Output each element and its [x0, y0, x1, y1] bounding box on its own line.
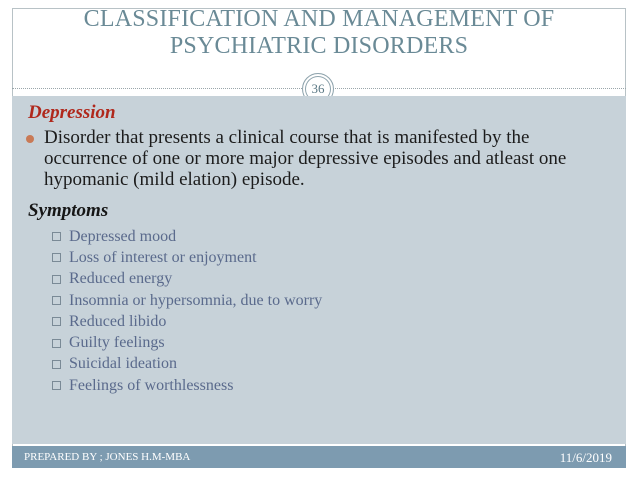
square-bullet-icon [52, 275, 61, 284]
symptom-item [52, 354, 322, 375]
square-bullet-icon [52, 360, 61, 369]
symptom-item [52, 311, 322, 332]
square-bullet-icon [52, 253, 61, 262]
square-bullet-icon [52, 296, 61, 305]
slide-title-line-1: CLASSIFICATION AND MANAGEMENT OF [83, 6, 555, 32]
main-bullet [26, 127, 616, 190]
symptom-item [52, 290, 322, 311]
depression-heading: Depression [28, 102, 116, 123]
footer-author: PREPARED BY ; JONES H.M-MBA [24, 451, 191, 463]
main-bullet-text: Disorder that presents a clinical course that is manifested by the occurrence of one or more major depressive episodes and atleast one hypomanic (mild elation) episode. [44, 127, 567, 190]
symptom-text: Loss of interest or enjoyment [69, 248, 257, 266]
symptom-text: Feelings of worthlessness [69, 376, 234, 394]
square-bullet-icon [52, 381, 61, 390]
content-panel [12, 96, 626, 444]
symptom-text: Reduced libido [69, 312, 167, 330]
symptom-item [52, 247, 322, 268]
symptom-text: Insomnia or hypersomnia, due to worry [69, 291, 323, 309]
slide-title-line-2: PSYCHIATRIC DISORDERS [169, 33, 469, 59]
symptom-text: Reduced energy [69, 270, 173, 288]
page-number-badge: 36 [302, 73, 334, 105]
symptom-item [52, 226, 322, 247]
slide-title [12, 6, 626, 60]
symptom-item [52, 269, 322, 290]
symptoms-heading: Symptoms [28, 200, 109, 221]
square-bullet-icon [52, 232, 61, 241]
symptom-item [52, 375, 322, 396]
symptom-text: Depressed mood [69, 227, 177, 245]
symptom-text: Guilty feelings [69, 334, 165, 352]
footer-bar [12, 446, 626, 468]
square-bullet-icon [52, 317, 61, 326]
symptom-text: Suicidal ideation [69, 355, 177, 373]
square-bullet-icon [52, 339, 61, 348]
footer-date: 11/6/2019 [559, 450, 612, 465]
symptom-list [52, 226, 322, 396]
bullet-dot-icon [26, 135, 34, 143]
symptom-item [52, 332, 322, 353]
